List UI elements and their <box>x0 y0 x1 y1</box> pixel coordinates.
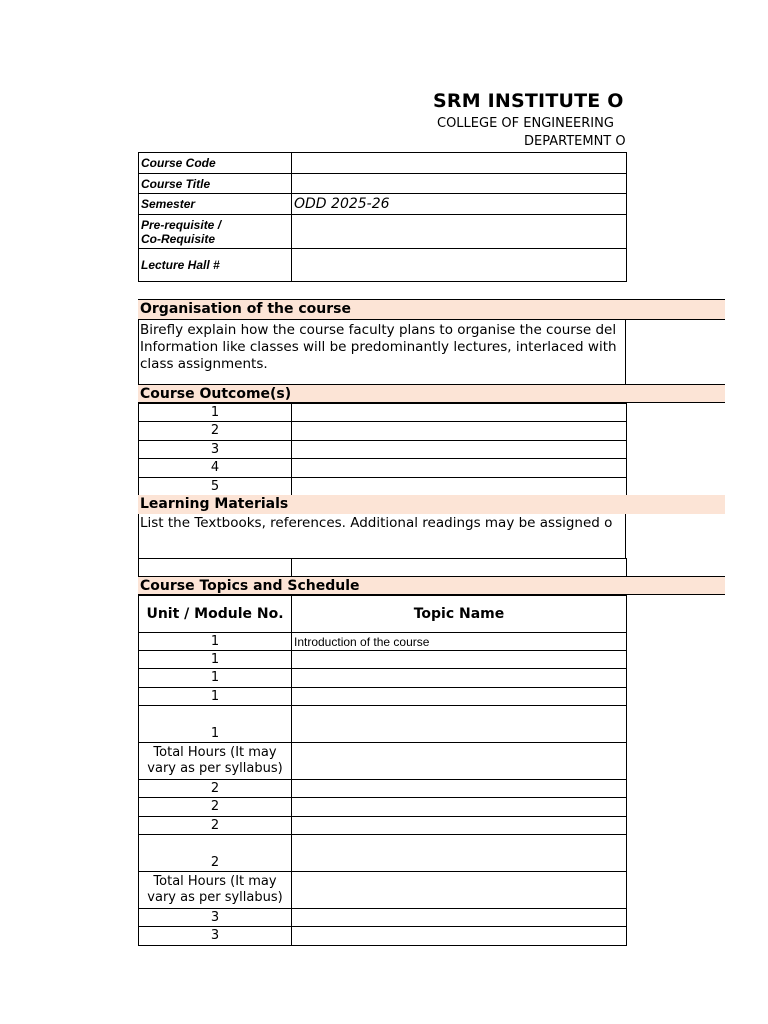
materials-heading: Learning Materials <box>138 495 725 514</box>
materials-table <box>138 558 627 578</box>
outcome-field[interactable] <box>292 441 627 459</box>
total-hours-label <box>139 872 292 909</box>
topic-cell[interactable] <box>292 798 627 817</box>
unit-number: 1 <box>139 633 292 651</box>
outcomes-heading: Course Outcome(s) <box>138 384 725 403</box>
course-code-label: Course Code <box>139 153 292 174</box>
topic-cell[interactable] <box>292 780 627 798</box>
organisation-line-2: Information like classes will be predominantly lectures, interlaced with <box>140 339 617 355</box>
course-title-label: Course Title <box>139 174 292 194</box>
total-hours-line1: Total Hours (It may <box>153 874 277 889</box>
unit-number: 2 <box>139 798 292 817</box>
topic-cell[interactable] <box>292 651 627 669</box>
department-name: DEPARTEMNT O <box>524 134 626 149</box>
lecture-hall-field[interactable] <box>292 249 627 282</box>
prerequisite-label <box>139 215 292 249</box>
topic-cell[interactable] <box>292 743 627 780</box>
topic-cell[interactable] <box>292 835 627 872</box>
topic-cell[interactable] <box>292 817 627 835</box>
outcome-number: 5 <box>139 478 292 496</box>
unit-number: 3 <box>139 909 292 927</box>
materials-text: List the Textbooks, references. Additional readings may be assigned o <box>140 515 613 531</box>
total-hours-line2: vary as per syllabus) <box>147 890 283 905</box>
institute-title: SRM INSTITUTE O <box>433 90 624 112</box>
outcome-field[interactable] <box>292 422 627 441</box>
outcome-field[interactable] <box>292 404 627 422</box>
topic-column-header: Topic Name <box>292 596 627 633</box>
schedule-table <box>138 595 627 946</box>
outcomes-table <box>138 403 627 496</box>
outcome-field[interactable] <box>292 478 627 496</box>
organisation-line-1: Birefly explain how the course faculty plans to organise the course del <box>140 322 617 338</box>
schedule-heading: Course Topics and Schedule <box>138 576 725 595</box>
unit-column-header: Unit / Module No. <box>139 596 292 633</box>
semester-field[interactable]: ODD 2025-26 <box>292 194 627 215</box>
materials-right-border <box>625 514 626 558</box>
lecture-hall-label: Lecture Hall # <box>139 249 292 282</box>
organisation-right-border <box>625 320 626 385</box>
organisation-heading: Organisation of the course <box>138 299 725 320</box>
course-title-field[interactable] <box>292 174 627 194</box>
outcome-number: 2 <box>139 422 292 441</box>
topic-cell[interactable] <box>292 872 627 909</box>
unit-number: 1 <box>139 688 292 706</box>
prerequisite-label-line1: Pre-requisite / <box>141 217 222 232</box>
topic-cell[interactable] <box>292 669 627 688</box>
unit-number: 2 <box>139 780 292 798</box>
semester-label: Semester <box>139 194 292 215</box>
outcome-number: 1 <box>139 404 292 422</box>
organisation-line-3: class assignments. <box>140 356 268 372</box>
total-hours-label <box>139 743 292 780</box>
materials-left-border <box>138 514 139 558</box>
total-hours-line2: vary as per syllabus) <box>147 761 283 776</box>
prerequisite-field[interactable] <box>292 215 627 249</box>
outcome-number: 3 <box>139 441 292 459</box>
unit-number: 1 <box>139 651 292 669</box>
topic-cell[interactable]: Introduction of the course <box>292 633 627 651</box>
prerequisite-label-line2: Co-Requisite <box>141 231 216 246</box>
course-info-table <box>138 152 627 282</box>
outcome-number: 4 <box>139 459 292 478</box>
total-hours-line1: Total Hours (It may <box>153 745 277 760</box>
college-name: COLLEGE OF ENGINEERING <box>437 116 614 131</box>
unit-number: 2 <box>139 835 292 872</box>
outcome-field[interactable] <box>292 459 627 478</box>
topic-cell[interactable] <box>292 927 627 946</box>
topic-cell[interactable] <box>292 909 627 927</box>
unit-number: 2 <box>139 817 292 835</box>
materials-ref-field[interactable] <box>292 559 627 578</box>
header-block <box>0 0 626 160</box>
unit-number: 1 <box>139 669 292 688</box>
unit-number: 3 <box>139 927 292 946</box>
materials-ref-number[interactable] <box>139 559 292 578</box>
topic-cell[interactable] <box>292 688 627 706</box>
course-code-field[interactable] <box>292 153 627 174</box>
unit-number: 1 <box>139 706 292 743</box>
organisation-left-border <box>138 320 139 385</box>
topic-cell[interactable] <box>292 706 627 743</box>
